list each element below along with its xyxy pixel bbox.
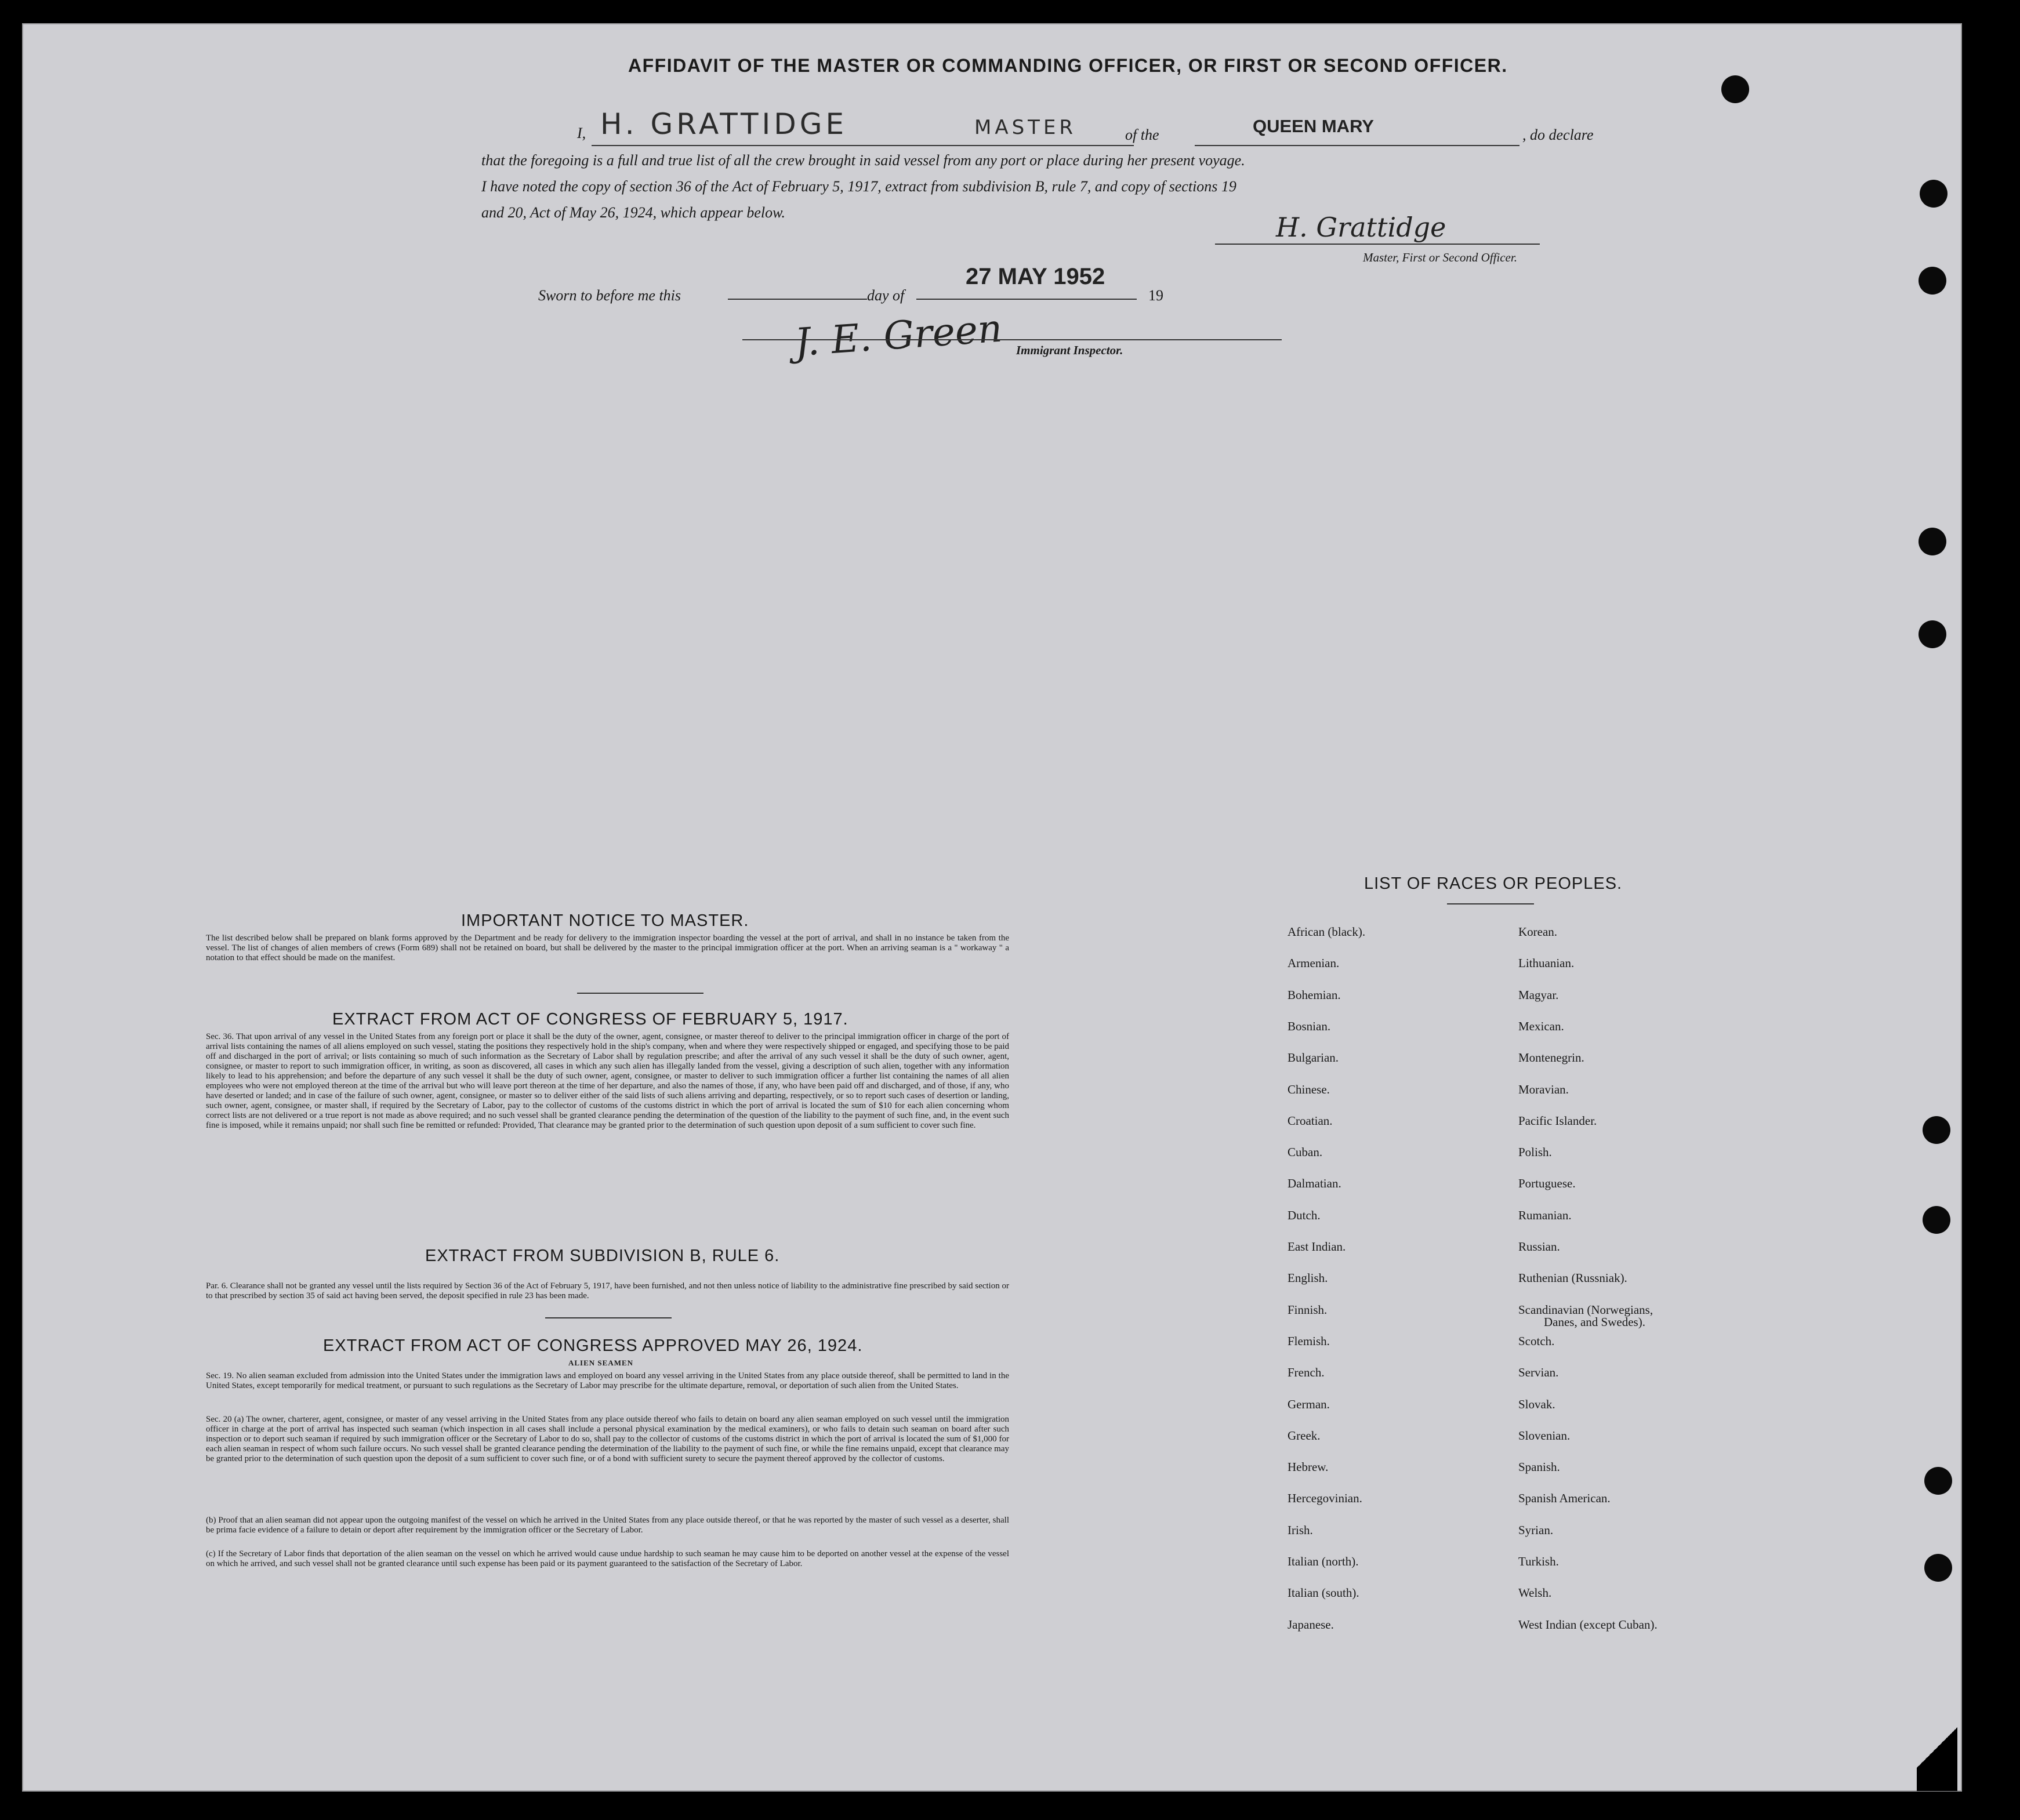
race-item: Slovenian. <box>1518 1428 1571 1443</box>
race-item: English. <box>1288 1271 1328 1285</box>
race-item: Chinese. <box>1288 1082 1330 1096</box>
subdivision-b-text: Par. 6. Clearance shall not be granted any vessel until the lists required by Section 36 of the Act of February 5, 1917, have been furnished, and not then unless notice of liability to the administrative fine prescribed by said section or to that prescribed by section 35 of said act having been served, the deposit specified in rule 23 has been made. <box>206 1281 1009 1300</box>
signature-line <box>1215 244 1540 245</box>
race-item: Servian. <box>1518 1365 1559 1380</box>
alien-seamen-subtitle: ALIEN SEAMEN <box>568 1358 634 1367</box>
name-underline <box>592 145 1134 146</box>
punch-hole <box>1721 75 1749 103</box>
i-label: I, <box>577 125 586 141</box>
sec-19-text: Sec. 19. No alien seaman excluded from admission into the United States under the immigration laws and employed on board any vessel arriving in the United States from any place outside thereof, shall be permitted to land in the United States, except temporarily for medical treatment, or pursuant to such regulations as the Secretary of Labor may prescribe for the ultimate departure, removal, or deportation of such alien from the United States. <box>206 1371 1009 1390</box>
race-item: Hebrew. <box>1288 1460 1329 1474</box>
master-name-handwritten: H. GRATTIDGE <box>600 107 848 141</box>
race-item: Cuban. <box>1288 1145 1323 1160</box>
race-item: Flemish. <box>1288 1334 1330 1348</box>
sec-20b-text: (b) Proof that an alien seaman did not appear upon the outgoing manifest of the vessel on which he arrived in the United States from any place outside thereof, or that he was reported by the master of such vessel as a deserter, shall be prima facie evidence of a failure to detain or deport after requirement by the immigration officer or the Secretary of Labor. <box>206 1516 1009 1535</box>
race-item: Dutch. <box>1288 1208 1321 1222</box>
race-item: Irish. <box>1288 1523 1313 1537</box>
race-item: Pacific Islander. <box>1518 1113 1597 1128</box>
page-curl <box>1917 1704 1957 1791</box>
subdivision-b-title: EXTRACT FROM SUBDIVISION B, RULE 6. <box>425 1247 780 1265</box>
race-item: Greek. <box>1288 1428 1321 1443</box>
race-item: Lithuanian. <box>1518 956 1575 971</box>
extract-1917-text: Sec. 36. That upon arrival of any vessel in the United States from any foreign port or place it shall be the duty of the owner, agent, consignee, or master thereof to deliver to the principal immigration officer in charge of the port of arrival lists containing the names of all aliens employed on such vessel, stating the positions they respectively hold in the ship's company, when and where they were respectively shipped or engaged, and specifying those to be paid off and discharged in the port of arrival; or lists containing so much of such information as the Secretary of Labor shall by regulation prescribe; and after the arrival of any such vessel it shall be the duty of such owner, agent, consignee, or master to report to such immigration officer, in writing, as soon as discovered, all cases in which any such alien has illegally landed from the vessel, giving a description of such alien, together with any information likely to lead to his apprehension; and before the departure of any such vessel it shall be the duty of such owner, agent, consignee, or master to deliver to such immigration officer a further list containing the names of all alien employees who were not employed thereon at the time of the arrival but who will leave port thereon at the time of her departure, and also the names of those, if any, who have been paid off and discharged, and of those, if any, who have deserted or landed; and in case of the failure of such owner, agent, consignee, or master so to deliver either of the said lists of such aliens arriving and departing, respectively, or so to report such cases of desertion or landing, such owner, agent, consignee, or master shall, if required by the Secretary of Labor, pay to the collector of customs of the customs district in which the port of arrival is located the sum of $10 for each alien concerning whom correct lists are not delivered or a true report is not made as above required; and no such vessel shall be granted clearance pending the determination of the question of the liability to the payment of such fine, and, in the event such fine is imposed, while it remains unpaid; nor shall such fine be remitted or refunded: Provided, That clearance may be granted prior to the determination of such question upon deposit of a sum sufficient to cover such fine. <box>206 1032 1009 1130</box>
race-item: Syrian. <box>1518 1523 1554 1537</box>
race-item: Portuguese. <box>1518 1176 1576 1191</box>
year-prefix: 19 <box>1148 287 1163 304</box>
extract-1924-title: EXTRACT FROM ACT OF CONGRESS APPROVED MAY 26, 1924. <box>323 1336 863 1355</box>
race-item: Russian. <box>1518 1240 1560 1254</box>
race-item: Croatian. <box>1288 1113 1333 1128</box>
affidavit-title: AFFIDAVIT OF THE MASTER OR COMMANDING OFFICER, OR FIRST OR SECOND OFFICER. <box>628 55 1508 76</box>
race-item: Magyar. <box>1518 987 1559 1002</box>
race-item: Bulgarian. <box>1288 1051 1339 1065</box>
race-item: Welsh. <box>1518 1586 1552 1600</box>
punch-hole <box>1919 267 1946 295</box>
sworn-label: Sworn to before me this <box>538 287 681 304</box>
do-declare-label: , do declare <box>1522 126 1594 143</box>
vessel-name: QUEEN MARY <box>1253 116 1374 136</box>
race-item: German. <box>1288 1397 1330 1411</box>
race-item: Dalmatian. <box>1288 1176 1341 1191</box>
separator <box>577 993 703 994</box>
extract-1917-title: EXTRACT FROM ACT OF CONGRESS OF FEBRUARY 5, 1917. <box>332 1010 848 1029</box>
inspector-signature: J. E. Green <box>793 306 1004 365</box>
master-rank-handwritten: MASTER <box>974 116 1077 139</box>
punch-hole <box>1923 1116 1950 1144</box>
race-item: Finnish. <box>1288 1302 1328 1317</box>
punch-hole <box>1919 620 1946 648</box>
of-the-label: of the <box>1125 126 1159 143</box>
race-item: Italian (south). <box>1288 1586 1359 1600</box>
race-item: Turkish. <box>1518 1554 1559 1568</box>
punch-hole <box>1924 1467 1952 1495</box>
affidavit-line-2: that the foregoing is a full and true list of all the crew brought in said vessel from any port or place during her present voyage. <box>481 152 1245 169</box>
race-item: Moravian. <box>1518 1082 1569 1096</box>
notice-text: The list described below shall be prepared on blank forms approved by the Department and be ready for delivery to the immigration inspector boarding the vessel at the port of arrival, and shall in no instance be taken from the vessel. The list of changes of alien members of crews (Form 689) shall not be retained on board, but shall be delivered by the master to the principal immigration officer at the port. When an arriving seaman is a " workaway " a notation to that effect should be made on the manifest. <box>206 933 1009 962</box>
race-item: Japanese. <box>1288 1617 1334 1632</box>
race-item: Ruthenian (Russniak). <box>1518 1271 1627 1285</box>
inspector-line <box>742 339 1282 340</box>
master-signature: H. Grattidge <box>1276 212 1446 243</box>
day-underline <box>728 299 867 300</box>
day-of-label: day of <box>867 287 905 304</box>
notice-title: IMPORTANT NOTICE TO MASTER. <box>461 911 749 930</box>
punch-hole <box>1924 1554 1952 1582</box>
vessel-underline <box>1195 145 1519 146</box>
race-item: Hercegovinian. <box>1288 1491 1362 1506</box>
punch-hole <box>1920 180 1948 208</box>
inspector-caption: Immigrant Inspector. <box>1016 343 1123 357</box>
separator <box>545 1317 672 1318</box>
race-item: French. <box>1288 1365 1325 1380</box>
date-underline <box>916 299 1137 300</box>
date-stamp: 27 MAY 1952 <box>966 264 1105 289</box>
race-item: West Indian (except Cuban). <box>1518 1617 1658 1632</box>
race-item: Korean. <box>1518 925 1558 939</box>
punch-hole <box>1919 528 1946 555</box>
separator <box>1447 903 1534 904</box>
race-item: Bohemian. <box>1288 987 1341 1002</box>
race-item: Spanish American. <box>1518 1491 1611 1506</box>
race-item: East Indian. <box>1288 1240 1346 1254</box>
race-item: Spanish. <box>1518 1460 1560 1474</box>
race-item: Montenegrin. <box>1518 1051 1584 1065</box>
master-caption: Master, First or Second Officer. <box>1363 250 1517 264</box>
race-continuation: Danes, and Swedes). <box>1544 1315 1645 1329</box>
sec-20c-text: (c) If the Secretary of Labor finds that deportation of the alien seaman on the vessel on which he arrived would cause undue hardship to such seaman he may cause him to be deported on another vessel at the expense of the vessel on which he arrived, and such vessel shall not be granted clearance until such expense has been paid or its payment guaranteed to the satisfaction of the Secretary of Labor. <box>206 1549 1009 1568</box>
race-item: Rumanian. <box>1518 1208 1572 1222</box>
race-item: Scotch. <box>1518 1334 1555 1348</box>
punch-hole <box>1923 1206 1950 1234</box>
race-item: Mexican. <box>1518 1019 1564 1033</box>
race-item: Polish. <box>1518 1145 1552 1160</box>
race-item: Armenian. <box>1288 956 1340 971</box>
affidavit-line-3: I have noted the copy of section 36 of the Act of February 5, 1917, extract from subdivision B, rule 7, and copy of sections 19 <box>481 178 1236 195</box>
race-item: Scandinavian (Norwegians, <box>1518 1302 1653 1317</box>
race-item: Bosnian. <box>1288 1019 1331 1033</box>
race-item: African (black). <box>1288 925 1366 939</box>
race-item: Italian (north). <box>1288 1554 1359 1568</box>
races-title: LIST OF RACES OR PEOPLES. <box>1364 874 1623 893</box>
sec-20a-text: Sec. 20 (a) The owner, charterer, agent, consignee, or master of any vessel arriving in the United States from any place outside thereof who fails to detain on board any alien seaman employed on such vessel until the immigration officer in charge at the port of arrival has inspected such seaman (which inspection in all cases shall include a personal physical examination by the medical examiners), or who fails to detain such seaman on board after such inspection or to deport such seaman if required by such immigration officer or the Secretary of Labor to do so, shall pay to the collector of customs of the customs district in which the port of arrival is located the sum of $1,000 for each alien seaman in respect of whom such failure occurs. No such vessel shall be granted clearance pending the determination of the liability to the payment of such fine, or while the fine remains unpaid, except that clearance may be granted prior to the determination of such question upon the deposit of a sum sufficient to cover such fine, or of a bond with sufficient surety to secure the payment thereof approved by the collector of customs. <box>206 1415 1009 1463</box>
race-item: Slovak. <box>1518 1397 1555 1411</box>
affidavit-line-4: and 20, Act of May 26, 1924, which appear below. <box>481 204 786 221</box>
